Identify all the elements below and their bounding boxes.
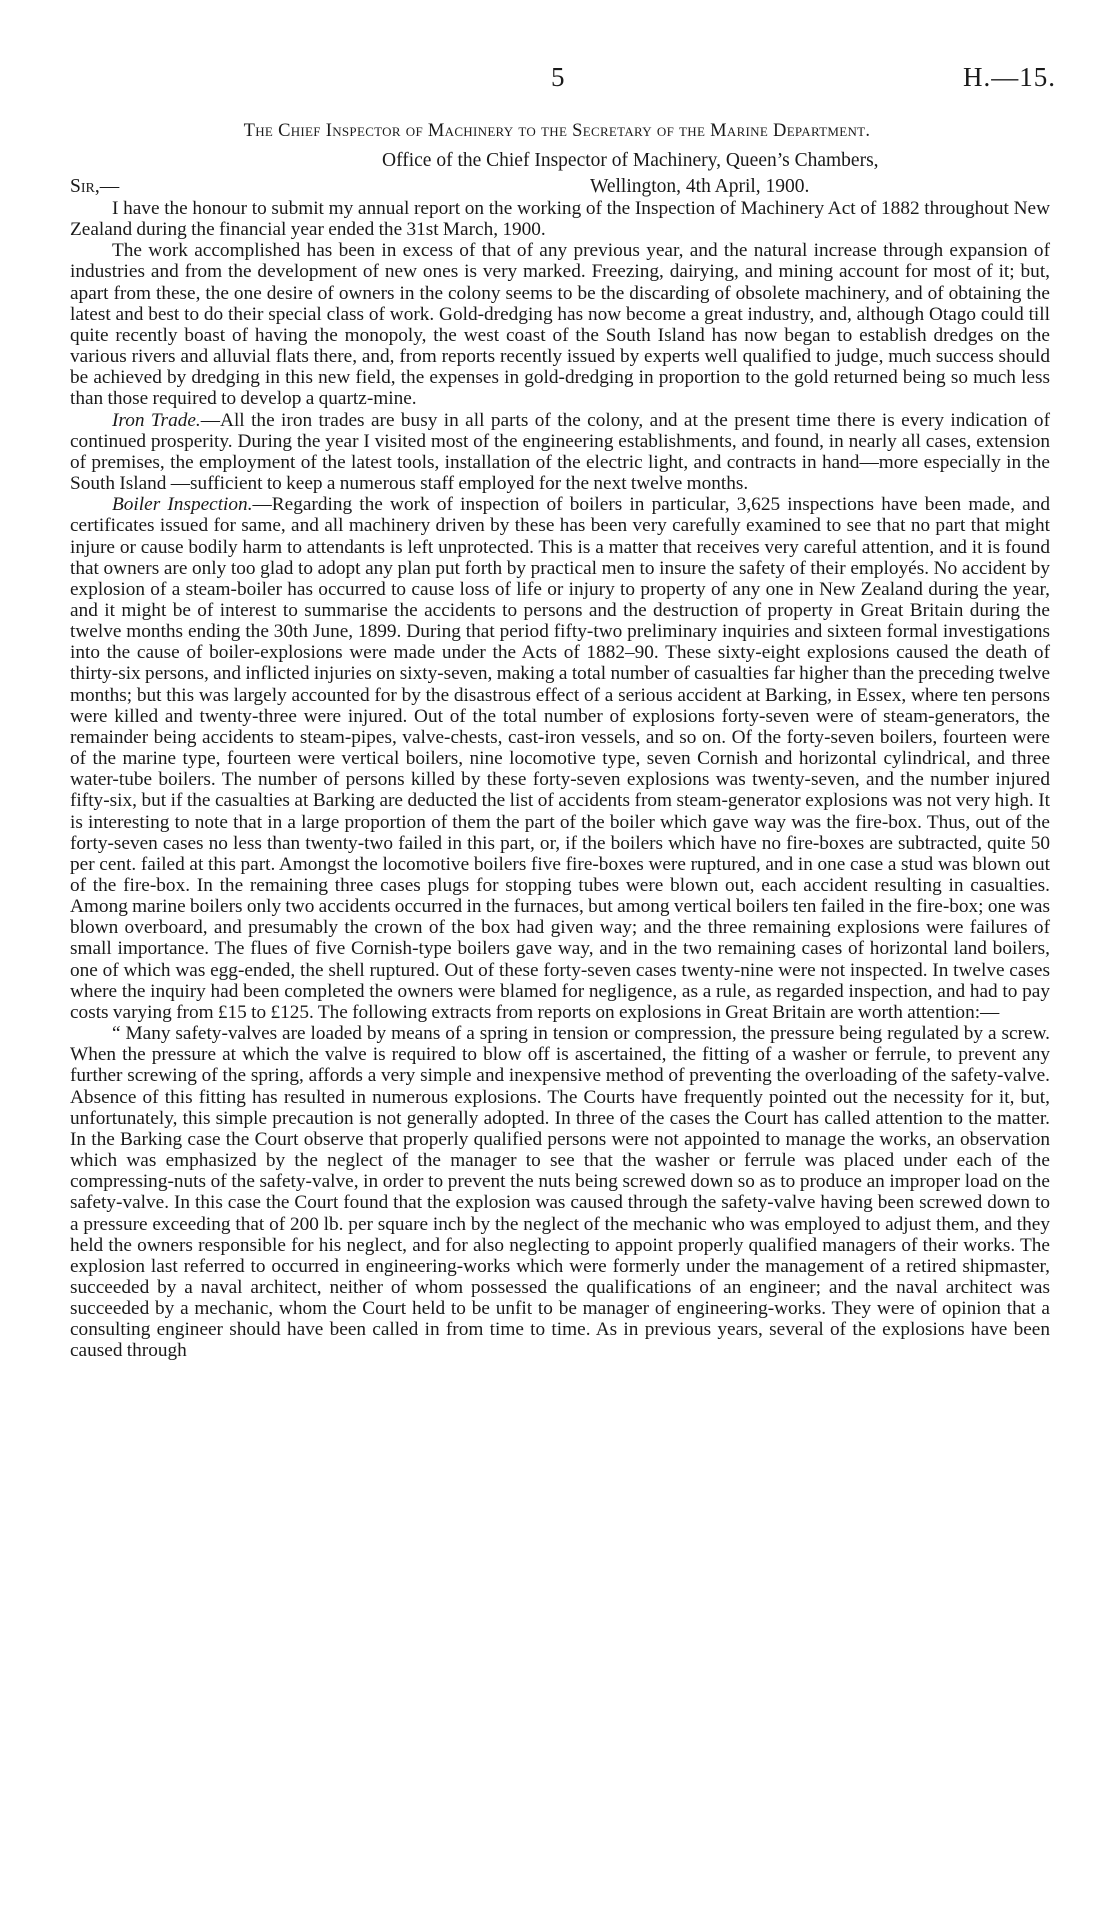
section-heading-iron-trade: Iron Trade. [112,409,201,431]
paragraph [70,198,1050,240]
paragraph-text: —Regarding the work of inspection of boilers in particular, 3,625 inspections have been made, and certificates issued for same, and all machinery driven by these has been very carefully examined to see that no part that might injure or cause bodily harm to attendants is left unprotected. This is a matter that receives very careful attention, and it is found that owners are only too glad to adopt any plan put forth by practical men to insure the safety of their employés. No accident by explosion of a steam-boiler has occurred to cause loss of life or injury to property of any one in New Zealand during the year, and it might be of interest to summarise the accidents to persons and the destruction of property in Great Britain during the twelve months ending the 30th June, 1899. During that period fifty-two preliminary inquiries and sixteen formal investigations into the cause of boiler-explosions were made under the Acts of 1882–90. These sixty-eight explosions caused the death of thirty-six persons, and inflicted injuries on sixty-seven, making a total number of casualties far higher than the preceding twelve months; but this was largely accounted for by the disastrous effect of a serious accident at Barking, in Essex, where ten persons were killed and twenty-three were injured. Out of the total number of explosions forty-seven were of steam-generators, the remainder being accidents to steam-pipes, valve-chests, cast-iron vessels, and so on. Of the forty-seven boilers, fourteen were of the marine type, fourteen were vertical boilers, nine locomotive type, seven Cornish and horizontal cylindrical, and three water-tube boilers. The number of persons killed by these forty-seven explosions was twenty-seven, and the number injured fifty-six, but if the casualties at Barking are deducted the list of accidents from steam-generator explosions was not very high. It is interesting to note that in a large proportion of them the part of the boiler which gave way was the fire-box. Thus, out of the forty-seven cases no less than twenty-two failed in this part, or, if the boilers which have no fire-boxes are subtracted, quite 50 per cent. failed at this part. Amongst the locomotive boilers five fire-boxes were ruptured, and in one case a stud was blown out of the fire-box. In the remaining three cases plugs for stopping tubes were blown out, each accident resulting in casualties. Among marine boilers only two accidents occurred in the furnaces, but among vertical boilers ten failed in the fire-box; one was blown overboard, and presumably the crown of the box had given way; and the three remaining explosions were failures of small importance. The flues of five Cornish-type boilers gave way, and in the two remaining cases of horizontal land boilers, one of which was egg-ended, the shell ruptured. Out of these forty-seven cases twenty-nine were not inspected. In twelve cases where the inquiry had been completed the owners were blamed for negligence, as a rule, as regarded inspection, and had to pay costs varying from £15 to £125. The following extracts from reports on explosions in Great Britain are worth attention:— [70,494,1050,1023]
section-heading-boiler-inspection: Boiler Inspection. [112,494,253,516]
paragraph [70,1023,1050,1362]
paragraph-text: “ Many safety-valves are loaded by means of a spring in tension or compression, the pressure being regulated by a screw. When the pressure at which the valve is required to blow off is ascertained, the fitting of a washer or ferrule, to prevent any further screwing of the spring, affords a very simple and inexpensive method of preventing the overloading of the safety-valve. Absence of this fitting has resulted in numerous explosions. The Courts have frequently pointed out the necessity for it, but, unfortunately, this simple precaution is not generally adopted. In three of the cases the Court has called attention to the matter. In the Barking case the Court observe that properly qualified persons were not appointed to manage the works, an observation which was emphasized by the neglect of the manager to see that the washer or ferrule was placed under each of the compressing-nuts of the safety-valve, in order to prevent the nuts being screwed down so as to produce an improper load on the safety-valve. In this case the Court found that the explosion was caused through the safety-valve having been screwed down to a pressure exceeding that of 200 lb. per square inch by the neglect of the mechanic who was employed to adjust them, and they held the owners responsible for his neglect, and for also neglecting to appoint properly qualified managers of their works. The explosion last referred to occurred in engineering-works which were formerly under the management of a retired shipmaster, succeeded by a naval architect, neither of whom possessed the qualifications of an engineer; and the naval architect was succeeded by a mechanic, whom the Court held to be unfit to be manager of engineering-works. They were of opinion that a consulting engineer should have been called in from time to time. As in previous years, several of the explosions have been caused through [70,1023,1050,1362]
addressing-text: The Chief Inspector of Machinery to the Secretary of the Marine Department. [243,121,871,141]
paragraph-text: —All the iron trades are busy in all parts of the colony, and at the present time there is every indication of continued prosperity. During the year I visited most of the engineering establishments, and found, in nearly all cases, extension of premises, the employment of the latest tools, installation of the electric light, and contracts in hand—more especially in the South Island —sufficient to keep a numerous staff employed for the next twelve months. [70,409,1050,495]
paragraph [70,240,1050,409]
letter-addressing [0,121,1114,142]
paragraph-text: The work accomplished has been in excess of that of any previous year, and the natural increase through expansion of industries and from the development of new ones is very marked. Freezing, dairying, and mining account for most of it; but, apart from these, the one desire of owners in the colony seems to be the discarding of obsolete machinery, and of obtaining the latest and best to do their special class of work. Gold-dredging has now become a great industry, and, although Otago could till quite recently boast of having the monopoly, the west coast of the South Island has now began to establish dredges on the various rivers and alluvial flats there, and, from reports recently issued by experts well qualified to judge, much success should be achieved by dredging in this new field, the expenses in gold-dredging in proportion to the gold returned being so much less than those required to develop a quartz-mine. [70,240,1050,410]
page-number: 5 [551,62,565,92]
paragraph [70,410,1050,495]
salutation: Sir,— [70,176,120,197]
office-address: Office of the Chief Inspector of Machinery, Queen’s Chambers, [382,150,879,171]
paragraph [70,494,1050,1023]
page-header [0,62,1114,102]
paragraph-text: I have the honour to submit my annual report on the working of the Inspection of Machinery Act of 1882 throughout New Zealand during the financial year ended the 31st March, 1900. [70,198,1050,241]
document-reference: H.—15. [963,62,1056,92]
letter-date: Wellington, 4th April, 1900. [590,176,810,197]
letter-body [70,198,1050,1362]
